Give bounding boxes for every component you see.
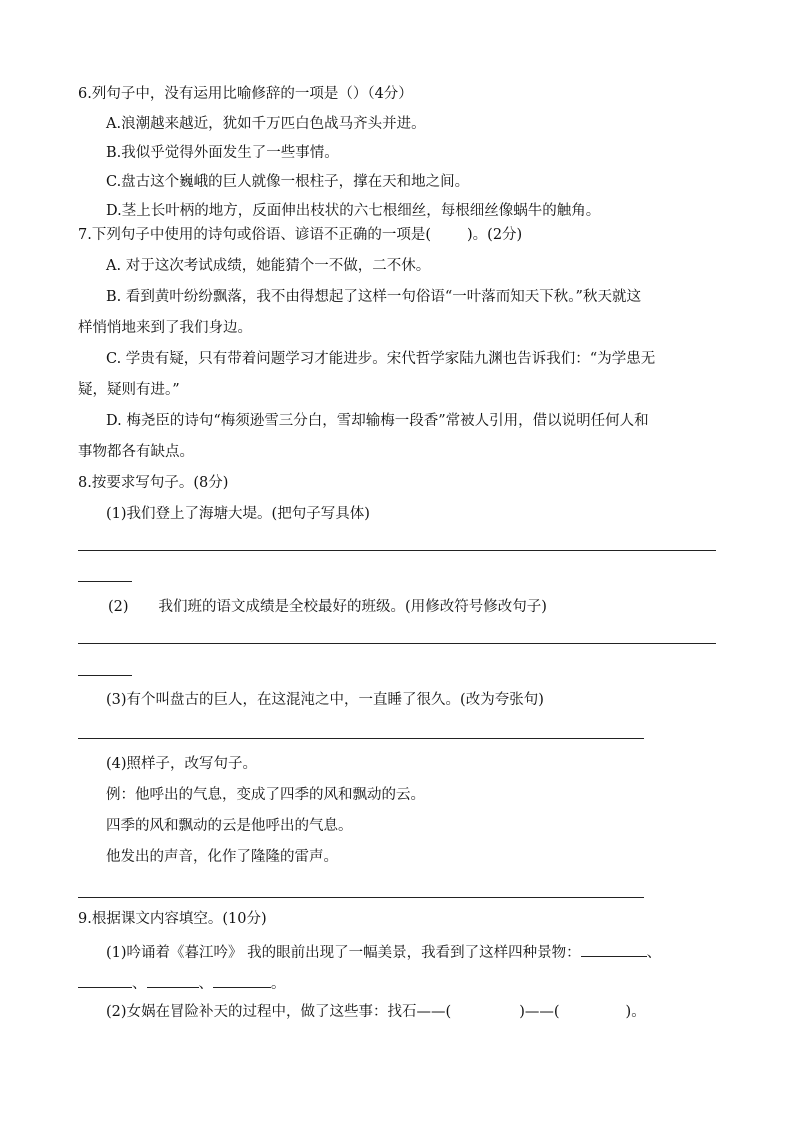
q8-task-sentence: 他发出的声音，化作了隆隆的雷声。 (106, 849, 338, 865)
q7-stem-after: )。(2分) (467, 227, 523, 243)
q7-option-b: B. 看到黄叶纷纷飘落，我不由得想起了这样一句俗语“一叶落而知天下秋。”秋天就这 (106, 289, 641, 305)
q7-stem (78, 225, 522, 245)
q6-stem: 6.列句子中，没有运用比喻修辞的一项是（）（4分） (78, 86, 413, 102)
q9-separator-3: 、 (198, 976, 213, 992)
q9-item-2-after: )。 (625, 1004, 646, 1020)
q8-item-2 (108, 597, 547, 617)
q9-item-2-before: (2)女娲在冒险补天的过程中，做了这些事：找石——( (106, 1004, 452, 1020)
q9-separator-2: 、 (132, 976, 147, 992)
q9-blank-3[interactable] (147, 973, 199, 988)
q9-blank-4[interactable] (213, 973, 271, 988)
q8-item-3: (3)有个叫盘古的巨人，在这混沌之中，一直睡了很久。(改为夸张句) (106, 692, 544, 708)
q7-stem-before: 7.下列句子中使用的诗句或俗语、谚语不正确的一项是( (78, 227, 431, 243)
q9-end-mark: 。 (271, 976, 286, 992)
q9-blank-2[interactable] (78, 973, 132, 988)
q7-option-d-cont: 事物都各有缺点。 (78, 444, 194, 460)
q8-item-2-text: 我们班的语文成绩是全校最好的班级。(用修改符号修改句子) (158, 599, 547, 615)
q8-item-1-answer-line[interactable] (78, 550, 716, 551)
q6-option-a: A.浪潮越来越近，犹如千万匹白色战马齐头并进。 (106, 116, 426, 132)
q8-item-1: (1)我们登上了海塘大堤。(把句子写具体) (106, 506, 370, 522)
q8-example-1: 例：他呼出的气息，变成了四季的风和飘动的云。 (106, 787, 425, 803)
q7-option-c: C. 学贵有疑，只有带着问题学习才能进步。宋代哲学家陆九渊也告诉我们：“为学患无 (106, 351, 656, 367)
q8-example-2: 四季的风和飘动的云是他呼出的气息。 (106, 818, 353, 834)
q8-item-1-answer-line-short[interactable] (78, 581, 132, 582)
q9-separator-1: 、 (646, 945, 662, 961)
q8-item-2-answer-line[interactable] (78, 643, 716, 644)
q8-item-4-answer-line[interactable] (78, 897, 644, 898)
q8-item-2-answer-line-short[interactable] (78, 675, 132, 676)
q7-option-c-cont: 疑，疑则有进。” (78, 382, 180, 398)
q7-option-a: A. 对于这次考试成绩，她能猜个一不做，二不休。 (106, 258, 431, 274)
q9-item-1-cont (78, 973, 286, 994)
q6-option-c: C.盘古这个巍峨的巨人就像一根柱子，撑在天和地之间。 (106, 174, 470, 190)
q6-option-d: D.茎上长叶柄的地方，反面伸出枝状的六七根细丝，每根细丝像蜗牛的触角。 (106, 203, 601, 219)
q8-item-4: (4)照样子，改写句子。 (106, 756, 258, 772)
q8-item-3-answer-line[interactable] (78, 738, 644, 739)
q8-stem: 8.按要求写句子。(8分) (78, 475, 229, 491)
q7-option-d: D. 梅尧臣的诗句“梅须逊雪三分白，雪却输梅一段香”常被人引用，借以说明任何人和 (106, 413, 649, 429)
q7-option-b-cont: 样悄悄地来到了我们身边。 (78, 320, 252, 336)
q9-item-1 (106, 942, 661, 963)
q9-item-1-text: (1)吟诵着《暮江吟》 我的眼前出现了一幅美景，我看到了这样四种景物： (106, 945, 581, 961)
q9-item-2 (106, 1002, 646, 1022)
q9-stem: 9.根据课文内容填空。(10分) (78, 911, 267, 927)
q9-blank-1[interactable] (581, 942, 647, 957)
q9-item-2-mid: )——( (519, 1004, 560, 1020)
q6-option-b: B.我似乎觉得外面发生了一些事情。 (106, 145, 339, 161)
q8-item-2-number: (2) (108, 599, 129, 615)
